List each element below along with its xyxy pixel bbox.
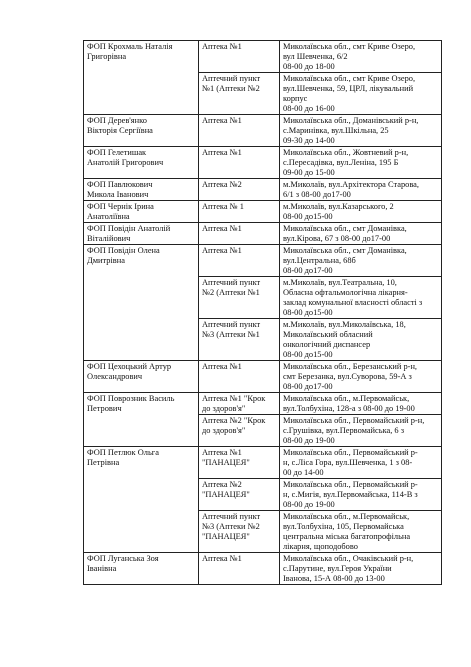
address-hours-cell: Миколаївська обл., смт Криве Озеро, вул.Шевченка, 59, ЦРЛ, лікувальний корпус 08-00 до 16-00 bbox=[280, 73, 442, 115]
address-hours-cell: Миколаївська обл., Первомайський р-н, с.Грушівка, вул.Первомайська, 6 з 08-00 до 19-00 bbox=[280, 415, 442, 447]
address-hours-cell: м.Миколаїв, вул.Казарського, 2 08-00 до15-00 bbox=[280, 201, 442, 223]
owner-cell: ФОП Цехоцький Артур Олександрович bbox=[84, 361, 199, 393]
owner-cell: ФОП Повідін Анатолій Віталійович bbox=[84, 223, 199, 245]
address-hours-cell: Миколаївська обл., Первомайський р- н, с.Ліса Гора, вул.Шевченка, 1 з 08- 00 до 14-00 bbox=[280, 447, 442, 479]
table-row bbox=[84, 201, 442, 223]
pharmacy-type-cell: Аптека №1 bbox=[199, 245, 280, 277]
table-row bbox=[84, 361, 442, 393]
address-hours-cell: м.Миколаїв, вул.Архітектора Старова, 6/1 з 08-00 до17-00 bbox=[280, 179, 442, 201]
owner-cell: ФОП Луганська Зоя Іванівна bbox=[84, 553, 199, 585]
address-hours-cell: Миколаївська обл., смт Доманівка, вул.Кірова, 67 з 08-00 до17-00 bbox=[280, 223, 442, 245]
table-row bbox=[84, 115, 442, 147]
address-hours-cell: Миколаївська обл., Жовтневий р-н, с.Пересадівка, вул.Леніна, 195 Б 09-00 до 15-00 bbox=[280, 147, 442, 179]
table-row bbox=[84, 223, 442, 245]
pharmacy-type-cell: Аптека №2 "Крок до здоров'я" bbox=[199, 415, 280, 447]
address-hours-cell: м.Миколаїв, вул.Миколаївська, 18, Миколаївський обласний онкологічний диспансер 08-00 до15-00 bbox=[280, 319, 442, 361]
pharmacy-type-cell: Аптека №1 bbox=[199, 147, 280, 179]
address-hours-cell: м.Миколаїв, вул.Театральна, 10, Обласна офтальмологічна лікарня- заклад комунальної власності області з 08-00 до15-00 bbox=[280, 277, 442, 319]
table-row bbox=[84, 179, 442, 201]
address-hours-cell: Миколаївська обл., смт Доманівка, вул.Центральна, 68б 08-00 до17-00 bbox=[280, 245, 442, 277]
address-hours-cell: Миколаївська обл., Первомайський р- н, с.Мигія, вул.Первомайська, 114-В з 08-00 до 19-00 bbox=[280, 479, 442, 511]
pharmacy-type-cell: Аптека № 1 bbox=[199, 201, 280, 223]
pharmacy-type-cell: Аптечний пункт №3 (Аптеки №1 bbox=[199, 319, 280, 361]
owner-cell: ФОП Поврозник Василь Петрович bbox=[84, 393, 199, 447]
pharmacy-type-cell: Аптечний пункт №2 (Аптеки №1 bbox=[199, 277, 280, 319]
table-row bbox=[84, 41, 442, 73]
owner-cell: ФОП Чернік Ірина Анатоліївна bbox=[84, 201, 199, 223]
table-row bbox=[84, 553, 442, 585]
pharmacy-type-cell: Аптека №2 bbox=[199, 179, 280, 201]
owner-cell: ФОП Павлюкович Микола Іванович bbox=[84, 179, 199, 201]
pharmacy-type-cell: Аптека №1 bbox=[199, 115, 280, 147]
pharmacy-type-cell: Аптека №1 bbox=[199, 41, 280, 73]
owner-cell: ФОП Петлюк Ольга Петрівна bbox=[84, 447, 199, 553]
table-row bbox=[84, 147, 442, 179]
table-row bbox=[84, 393, 442, 415]
owner-cell: ФОП Гелетишак Анатолій Григорович bbox=[84, 147, 199, 179]
owner-cell: ФОП Дерев'янко Вікторія Сергіївна bbox=[84, 115, 199, 147]
address-hours-cell: Миколаївська обл., м.Первомайськ, вул.Толбухіна, 105, Первомайська центральна міська багатопрофільна лікарня, щоподобово bbox=[280, 511, 442, 553]
pharmacy-type-cell: Аптечний пункт №3 (Аптеки №2 "ПАНАЦЕЯ" bbox=[199, 511, 280, 553]
table-row bbox=[84, 447, 442, 479]
address-hours-cell: Миколаївська обл., Доманівський р-н, с.Маринівка, вул.Шкільна, 25 09-30 до 14-00 bbox=[280, 115, 442, 147]
address-hours-cell: Миколаївська обл., Березанський р-н, смт Березанка, вул.Суворова, 59-А з 08-00 до17-00 bbox=[280, 361, 442, 393]
table-row bbox=[84, 245, 442, 277]
pharmacy-type-cell: Аптека №1 bbox=[199, 223, 280, 245]
pharmacy-type-cell: Аптека №1 "ПАНАЦЕЯ" bbox=[199, 447, 280, 479]
address-hours-cell: Миколаївська обл., Очаківський р-н, с.Парутине, вул.Героя України Іванова, 15-А 08-00 до 13-00 bbox=[280, 553, 442, 585]
address-hours-cell: Миколаївська обл., м.Первомайськ, вул.Толбухіна, 128-а з 08-00 до 19-00 bbox=[280, 393, 442, 415]
pharmacy-type-cell: Аптека №1 "Крок до здоров'я" bbox=[199, 393, 280, 415]
pharmacy-type-cell: Аптека №1 bbox=[199, 361, 280, 393]
owner-cell: ФОП Повідін Олена Дмитрівна bbox=[84, 245, 199, 361]
address-hours-cell: Миколаївська обл., смт Криве Озеро, вул Шевченка, 6/2 08-00 до 18-00 bbox=[280, 41, 442, 73]
pharmacy-type-cell: Аптека №2 "ПАНАЦЕЯ" bbox=[199, 479, 280, 511]
pharmacy-type-cell: Аптечний пункт №1 (Аптеки №2 bbox=[199, 73, 280, 115]
pharmacy-registry-table bbox=[83, 40, 442, 585]
owner-cell: ФОП Крохмаль Наталія Григорівна bbox=[84, 41, 199, 115]
pharmacy-type-cell: Аптека №1 bbox=[199, 553, 280, 585]
